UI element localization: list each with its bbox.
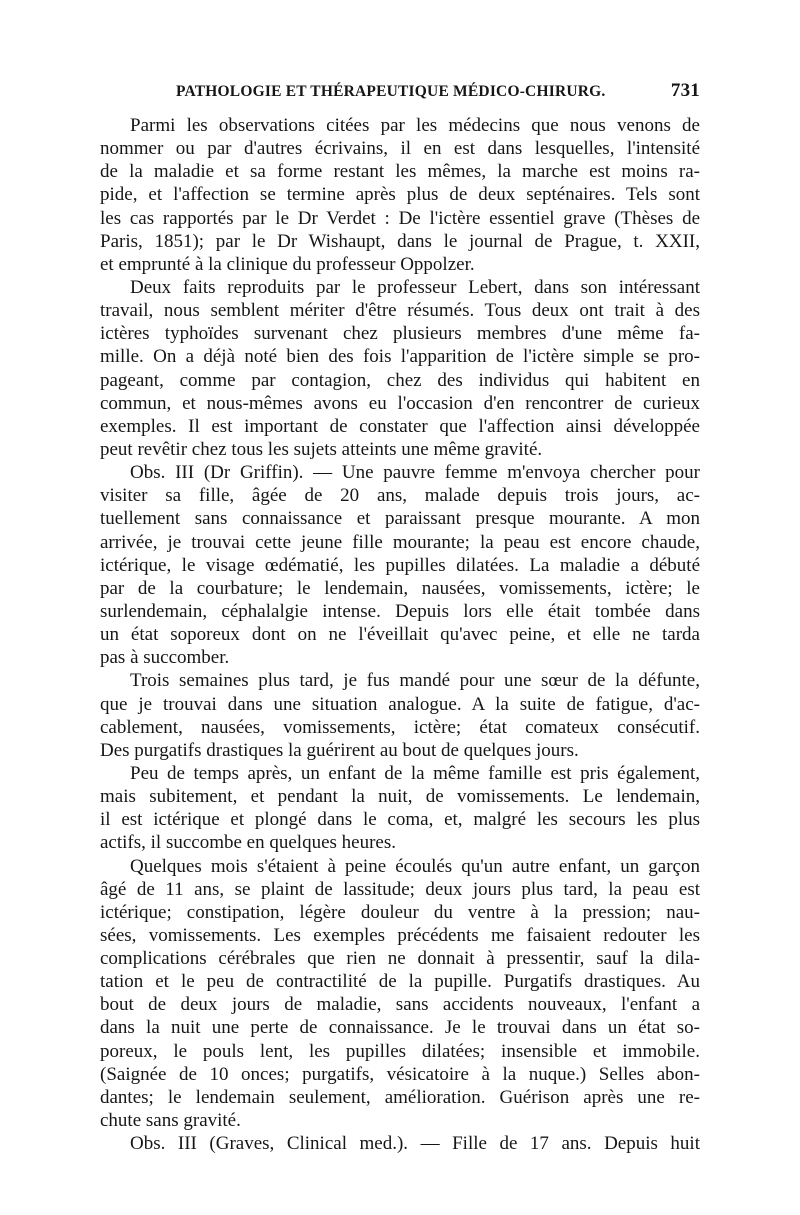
text-line: Parmi les observations citées par les médecins que nous venons de (130, 115, 700, 136)
text-line: bout de deux jours de maladie, sans accidents nouveaux, l'enfant a (100, 994, 700, 1016)
text-line: mille. On a déjà noté bien des fois l'apparition de l'ictère simple se pro- (100, 346, 700, 368)
text-line: ictérique, le visage œdématié, les pupilles dilatées. La maladie a débuté (100, 554, 700, 576)
text-line: ictères typhoïdes survenant chez plusieurs membres d'une même fa- (100, 323, 700, 345)
text-line: cablement, nausées, vomissements, ictère; état comateux consécutif. (100, 716, 700, 738)
text-line: complications cérébrales que rien ne donnait à pressentir, sauf la dila- (100, 948, 700, 970)
text-line: ictérique; constipation, légère douleur du ventre à la pression; nau- (100, 901, 700, 923)
running-header (176, 80, 700, 106)
text-line: nommer ou par d'autres écrivains, il en est dans lesquelles, l'intensité (100, 138, 700, 160)
text-line: Trois semaines plus tard, je fus mandé pour une sœur de la défunte, (130, 670, 700, 692)
text-line: Obs. III (Dr Griffin). — Une pauvre femme m'envoya chercher pour (130, 462, 700, 484)
text-line: pageant, comme par contagion, chez des individus qui habitent en (100, 369, 700, 391)
text-line: Obs. III (Graves, Clinical med.). — Fille de 17 ans. Depuis huit (130, 1133, 700, 1155)
body-text (100, 114, 700, 1155)
text-line: sées, vomissements. Les exemples précédents me faisaient redouter les (100, 924, 700, 946)
text-line: exemples. Il est important de constater que l'affection ainsi développée (100, 415, 700, 437)
text-line: peut revêtir chez tous les sujets atteints une même gravité. (100, 438, 543, 460)
text-line: de la maladie et sa forme restant les mêmes, la marche est moins ra- (100, 161, 700, 183)
text-line: et emprunté à la clinique du professeur Oppolzer. (100, 253, 475, 275)
text-line: actifs, il succombe en quelques heures. (100, 832, 396, 854)
text-line: un état soporeux dont on ne l'éveillait qu'avec peine, et elle ne tarda (100, 624, 700, 646)
text-line: chute sans gravité. (100, 1110, 241, 1132)
text-line: dantes; le lendemain seulement, amélioration. Guérison après une re- (100, 1086, 700, 1108)
text-line: surlendemain, céphalalgie intense. Depuis lors elle était tombée dans (100, 600, 700, 622)
text-line: pas à succomber. (100, 647, 230, 669)
text-line: commun, et nous-mêmes avons eu l'occasion d'en rencontrer de curieux (100, 392, 700, 414)
text-line: les cas rapportés par le Dr Verdet : De l'ictère essentiel grave (Thèses de (100, 207, 700, 229)
text-line: Des purgatifs drastiques la guérirent au bout de quelques jours. (100, 739, 579, 761)
text-line: tation et le peu de contractilité de la pupille. Purgatifs drastiques. Au (100, 971, 700, 993)
text-line: Quelques mois s'étaient à peine écoulés qu'un autre enfant, un garçon (130, 855, 700, 877)
text-line: pide, et l'affection se termine après plus de deux septénaires. Tels sont (100, 184, 700, 206)
text-line: arrivée, je trouvai cette jeune fille mourante; la peau est encore chaude, (100, 531, 700, 553)
running-title: PATHOLOGIE ET THÉRAPEUTIQUE MÉDICO-CHIRURG. (176, 83, 606, 100)
text-line: tuellement sans connaissance et paraissant presque mourante. A mon (100, 508, 700, 530)
text-line: par de la courbature; le lendemain, nausées, vomissements, ictère; le (100, 577, 700, 599)
text-line: mais subitement, et pendant la nuit, de vomissements. Le lendemain, (100, 786, 700, 808)
text-line: âgé de 11 ans, se plaint de lassitude; deux jours plus tard, la peau est (100, 878, 700, 900)
text-line: dans la nuit une perte de connaissance. Je le trouvai dans un état so- (100, 1017, 700, 1039)
text-line: Paris, 1851); par le Dr Wishaupt, dans le journal de Prague, t. XXII, (100, 230, 700, 252)
text-line: travail, nous semblent mériter d'être résumés. Tous deux ont trait à des (100, 300, 700, 322)
text-line: Deux faits reproduits par le professeur Lebert, dans son intéressant (130, 276, 700, 298)
text-line: poreux, le pouls lent, les pupilles dilatées; insensible et immobile. (100, 1040, 700, 1062)
text-line: il est ictérique et plongé dans le coma, et, malgré les secours les plus (100, 809, 700, 831)
text-line: Peu de temps après, un enfant de la même famille est pris également, (130, 762, 700, 784)
text-line: (Saignée de 10 onces; purgatifs, vésicatoire à la nuque.) Selles abon- (100, 1063, 700, 1085)
page-number: 731 (670, 80, 700, 101)
book-page (100, 80, 700, 1155)
text-line: visiter sa fille, âgée de 20 ans, malade depuis trois jours, ac- (100, 485, 700, 507)
text-line: que je trouvai dans une situation analogue. A la suite de fatigue, d'ac- (100, 693, 700, 715)
